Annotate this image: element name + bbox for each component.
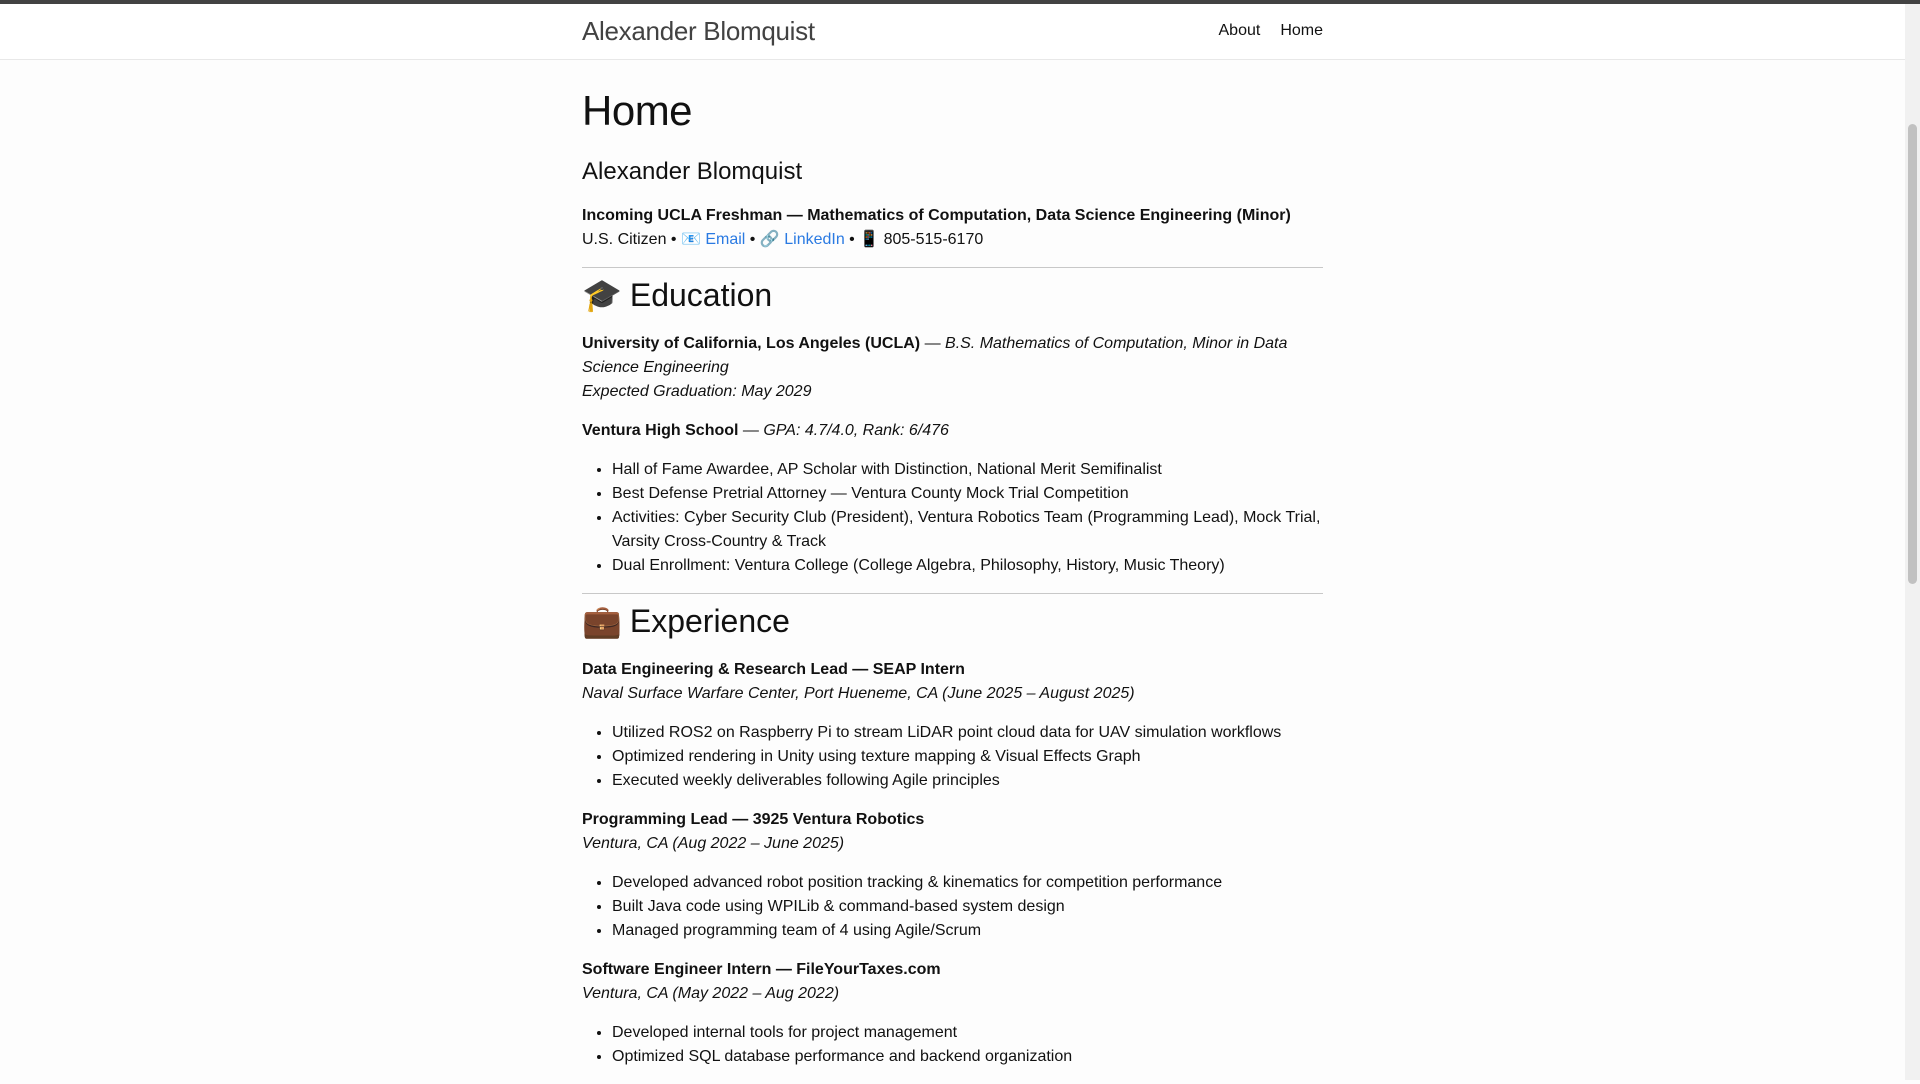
hs-school: Ventura High School: [582, 422, 739, 440]
nav-link-about[interactable]: About: [1218, 22, 1261, 39]
job-header: [582, 808, 1323, 856]
site-title-link[interactable]: Alexander Blomquist: [582, 16, 815, 46]
list-item: • Best Defense Pretrial Attorney — Ventura County Mock Trial Competition: [612, 482, 1323, 506]
education-ucla: [582, 332, 1323, 404]
job-location-dates: Ventura, CA (May 2022 – Aug 2022): [582, 985, 840, 1003]
list-item: • Optimized rendering in Unity using texture mapping & Visual Effects Graph: [612, 745, 1323, 769]
briefcase-icon: 💼: [582, 603, 622, 640]
divider: [582, 267, 1323, 268]
separator: •: [666, 231, 681, 249]
hs-achievements-list: [582, 458, 1323, 578]
job-header: [582, 958, 1323, 1006]
email-link[interactable]: [681, 231, 745, 248]
ucla-school: University of California, Los Angeles (UCLA): [582, 335, 921, 353]
list-item: • Executed weekly deliverables following Agile principles: [612, 769, 1323, 793]
job-header: [582, 658, 1323, 706]
job-role: Programming Lead — 3925 Ventura Robotics: [582, 811, 925, 829]
list-item: • Activities: Cyber Security Club (President), Ventura Robotics Team (Programming Lead), Mock Trial, Varsity Cross-Country & Track: [612, 506, 1323, 554]
dash: —: [920, 335, 946, 353]
list-item: • Built Java code using WPILib & command-based system design: [612, 895, 1323, 919]
education-heading-text: Education: [629, 276, 773, 313]
job-role: Data Engineering & Research Lead — SEAP Intern: [582, 661, 965, 679]
contact-block: [582, 204, 1323, 252]
separator: •: [844, 231, 860, 249]
email-icon: 📧: [680, 231, 701, 249]
job-duties-list: [582, 721, 1323, 793]
job-location-dates: Ventura, CA (Aug 2022 – June 2025): [582, 835, 845, 853]
divider: [582, 593, 1323, 594]
dash: —: [738, 422, 764, 440]
list-item: • Optimized SQL database performance and backend organization: [612, 1045, 1323, 1069]
graduation-cap-icon: 🎓: [582, 277, 622, 314]
list-item: • Developed internal tools for project management: [612, 1021, 1323, 1045]
phone-icon: 📱: [859, 231, 880, 249]
nav-link-home[interactable]: Home: [1280, 22, 1323, 39]
list-item: • Hall of Fame Awardee, AP Scholar with Distinction, National Merit Semifinalist: [612, 458, 1323, 482]
job-duties-list: [582, 1021, 1323, 1069]
site-header: [0, 4, 1905, 60]
page-scrollbar[interactable]: [1905, 4, 1920, 1080]
ucla-graduation: Expected Graduation: May 2029: [582, 383, 812, 401]
education-highschool: [582, 419, 1323, 443]
list-item: • Dual Enrollment: Ventura College (College Algebra, Philosophy, History, Music Theory): [612, 554, 1323, 578]
ucla-degree: B.S. Mathematics of Computation, Minor in Data Science Engineering: [582, 335, 1288, 377]
education-heading: [582, 276, 1323, 314]
list-item: • Utilized ROS2 on Raspberry Pi to stream LiDAR point cloud data for UAV simulation workflows: [612, 721, 1323, 745]
hs-gpa: GPA: 4.7/4.0, Rank: 6/476: [763, 422, 949, 440]
citizenship: U.S. Citizen: [582, 231, 667, 249]
site-nav: [1219, 22, 1324, 40]
email-label: Email: [705, 231, 746, 249]
linkedin-label: LinkedIn: [784, 231, 845, 249]
linkedin-link[interactable]: [760, 231, 845, 248]
link-icon: 🔗: [759, 231, 780, 249]
job-location-dates: Naval Surface Warfare Center, Port Hueneme, CA (June 2025 – August 2025): [582, 685, 1135, 703]
scrollbar-thumb[interactable]: [1908, 124, 1917, 584]
tagline: Incoming UCLA Freshman — Mathematics of Computation, Data Science Engineering (Minor): [582, 207, 1291, 225]
page-title: Home: [582, 87, 693, 134]
list-item: • Managed programming team of 4 using Agile/Scrum: [612, 919, 1323, 943]
main-content: [582, 60, 1323, 1084]
job-duties-list: [582, 871, 1323, 943]
phone-number: 805-515-6170: [883, 231, 984, 249]
person-name: Alexander Blomquist: [582, 158, 803, 186]
list-item: • Developed advanced robot position tracking & kinematics for competition performance: [612, 871, 1323, 895]
separator: •: [745, 231, 760, 249]
job-role: Software Engineer Intern — FileYourTaxes.com: [582, 961, 941, 979]
experience-heading-text: Experience: [629, 602, 790, 639]
experience-heading: [582, 602, 1323, 640]
